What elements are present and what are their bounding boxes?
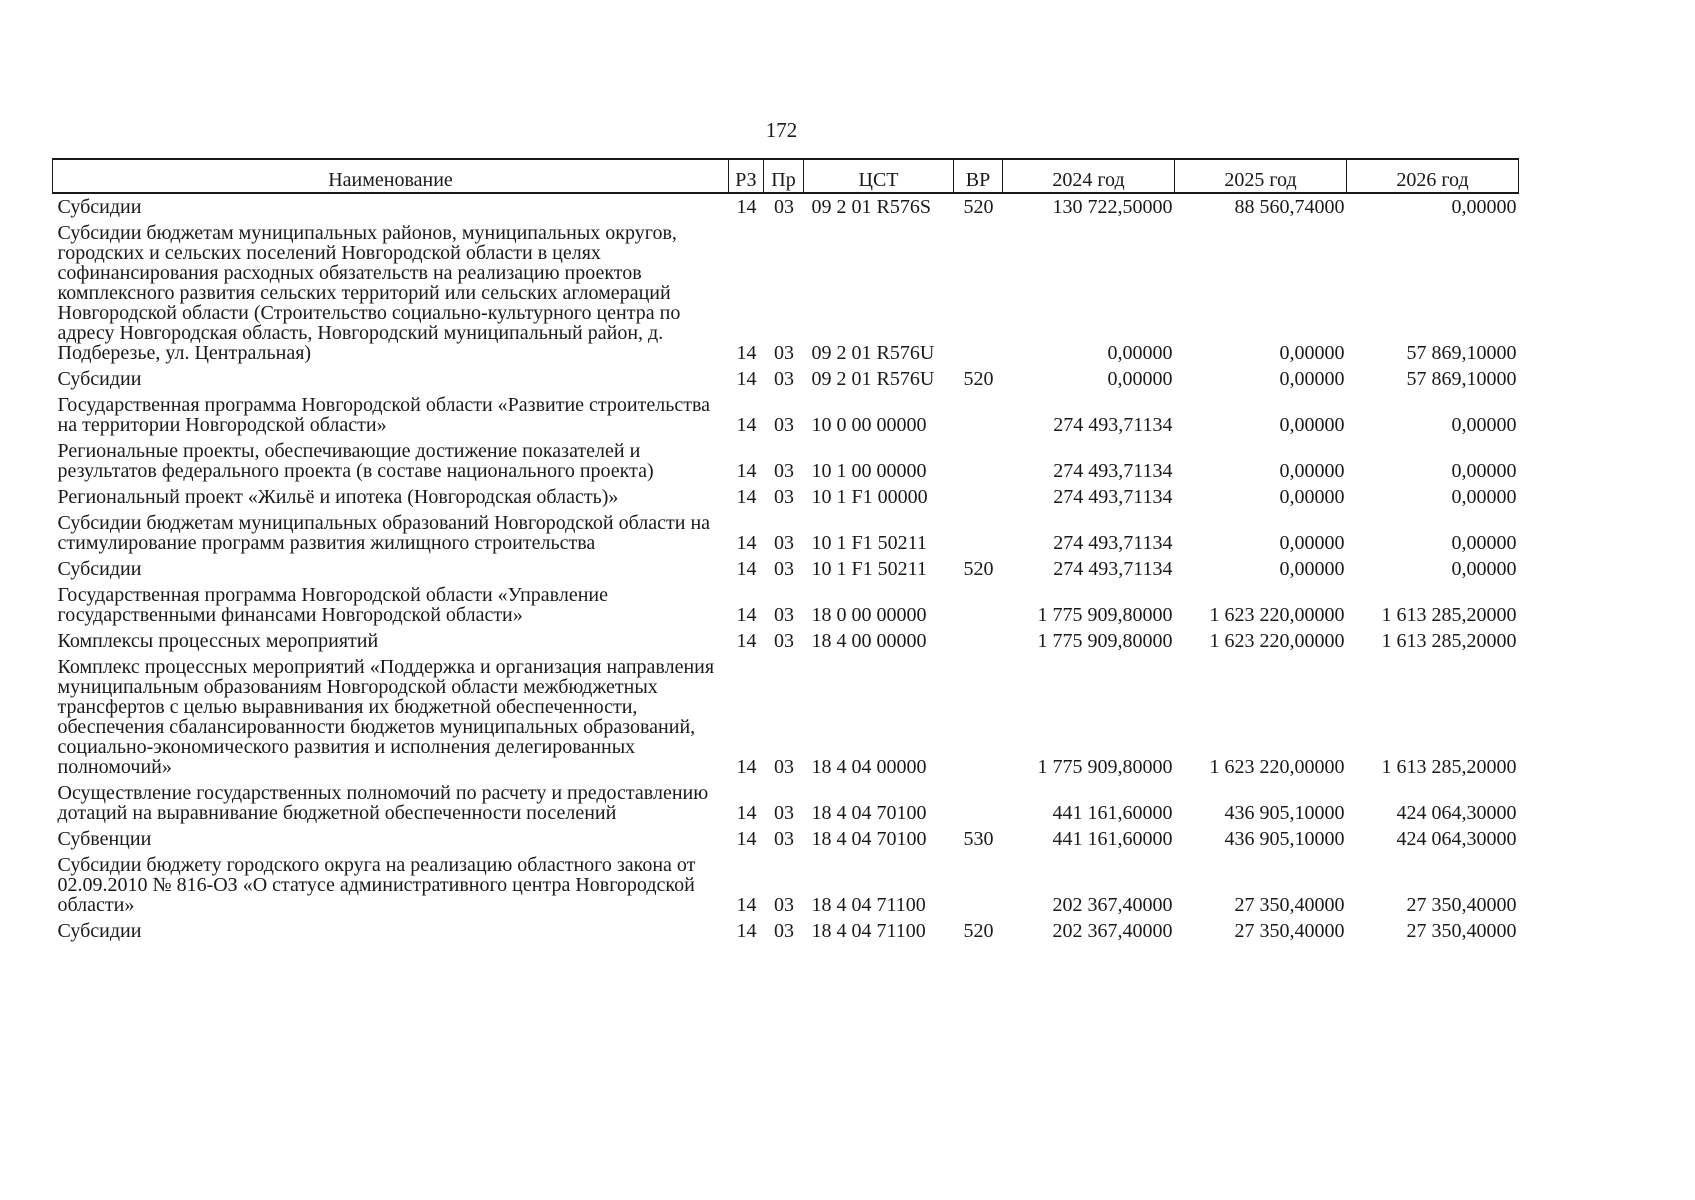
cell-2025: 0,00000 <box>1279 532 1345 554</box>
cell-name: Комплексы процессных мероприятий <box>57 630 379 652</box>
cell-rz: 14 <box>736 414 757 436</box>
cell-cst: 10 1 F1 50211 <box>811 532 927 554</box>
cell-vr: 530 <box>963 828 994 850</box>
cell-vr <box>954 582 1003 628</box>
cell-2025: 27 350,40000 <box>1234 894 1345 916</box>
cell-name: Субсидии <box>57 558 142 580</box>
cell-cst: 18 4 04 70100 <box>811 828 927 850</box>
cell-cst: 18 4 00 00000 <box>811 630 927 652</box>
cell-2026: 0,00000 <box>1451 532 1517 554</box>
cell-2026: 57 869,10000 <box>1406 342 1517 364</box>
cell-rz: 14 <box>736 368 757 390</box>
table-row <box>53 918 1519 944</box>
header-vr: ВР <box>954 159 1003 193</box>
cell-2024: 202 367,40000 <box>1052 920 1173 942</box>
cell-rz: 14 <box>736 802 757 824</box>
table-row <box>53 852 1519 918</box>
cell-vr <box>954 510 1003 556</box>
cell-vr <box>954 392 1003 438</box>
cell-rz: 14 <box>736 756 757 778</box>
cell-cst: 18 4 04 70100 <box>811 802 927 824</box>
table-row <box>53 654 1519 780</box>
cell-rz: 14 <box>736 342 757 364</box>
cell-2025: 88 560,74000 <box>1234 196 1345 218</box>
cell-name: Региональный проект «Жильё и ипотека (Новгородская область)» <box>57 486 619 508</box>
cell-2025: 27 350,40000 <box>1234 920 1345 942</box>
cell-cst: 10 1 00 00000 <box>811 460 927 482</box>
table-row <box>53 438 1519 484</box>
cell-pr: 03 <box>774 460 794 482</box>
cell-vr: 520 <box>963 558 994 580</box>
cell-2024: 202 367,40000 <box>1052 894 1173 916</box>
cell-2024: 0,00000 <box>1107 342 1173 364</box>
cell-vr: 520 <box>963 368 994 390</box>
table-row <box>53 582 1519 628</box>
cell-cst: 10 0 00 00000 <box>811 414 927 436</box>
cell-cst: 18 0 00 00000 <box>811 604 927 626</box>
cell-vr: 520 <box>963 196 994 218</box>
table-row <box>53 826 1519 852</box>
cell-2024: 0,00000 <box>1107 368 1173 390</box>
cell-pr: 03 <box>774 630 794 652</box>
cell-2024: 1 775 909,80000 <box>1037 630 1173 652</box>
cell-name: Субсидии бюджетам муниципальных образований Новгородской области на стимулирование программ развития жилищного строительства <box>57 512 711 554</box>
table-row <box>53 510 1519 556</box>
header-2026: 2026 год <box>1347 159 1519 193</box>
table-row <box>53 628 1519 654</box>
cell-cst: 18 4 04 71100 <box>811 894 926 916</box>
cell-2024: 274 493,71134 <box>1053 486 1173 508</box>
cell-2025: 0,00000 <box>1279 486 1345 508</box>
cell-2025: 0,00000 <box>1279 558 1345 580</box>
cell-2025: 0,00000 <box>1279 342 1345 364</box>
cell-pr: 03 <box>774 196 794 218</box>
cell-pr: 03 <box>774 368 794 390</box>
header-cst: ЦСТ <box>804 159 954 193</box>
header-row <box>53 159 1519 193</box>
cell-name: Субвенции <box>57 828 152 850</box>
cell-rz: 14 <box>736 894 757 916</box>
cell-rz: 14 <box>736 630 757 652</box>
header-pr: Пр <box>764 159 804 193</box>
cell-rz: 14 <box>736 196 757 218</box>
cell-vr: 520 <box>963 920 994 942</box>
cell-pr: 03 <box>774 604 794 626</box>
header-2025: 2025 год <box>1175 159 1347 193</box>
cell-2025: 1 623 220,00000 <box>1209 604 1345 626</box>
cell-2024: 1 775 909,80000 <box>1037 604 1173 626</box>
cell-rz: 14 <box>736 486 757 508</box>
cell-pr: 03 <box>774 802 794 824</box>
table-body <box>53 193 1519 944</box>
cell-2025: 436 905,10000 <box>1224 802 1345 824</box>
table-row <box>53 556 1519 582</box>
cell-rz: 14 <box>736 828 757 850</box>
cell-cst: 10 1 F1 50211 <box>811 558 927 580</box>
cell-vr <box>954 220 1003 366</box>
cell-vr <box>954 484 1003 510</box>
budget-table <box>52 158 1519 944</box>
cell-pr: 03 <box>774 532 794 554</box>
cell-cst: 18 4 04 00000 <box>811 756 927 778</box>
cell-2026: 1 613 285,20000 <box>1381 756 1517 778</box>
cell-name: Осуществление государственных полномочий по расчету и предоставлению дотаций на выравнивание бюджетной обеспеченности поселений <box>57 782 709 824</box>
cell-name: Субсидии бюджету городского округа на реализацию областного закона от 02.09.2010 № 816-ОЗ «О статусе административного центра Новгородской области» <box>57 854 696 916</box>
cell-2026: 0,00000 <box>1451 558 1517 580</box>
cell-rz: 14 <box>736 558 757 580</box>
cell-cst: 09 2 01 R576U <box>811 342 935 364</box>
cell-2025: 1 623 220,00000 <box>1209 756 1345 778</box>
cell-rz: 14 <box>736 604 757 626</box>
cell-rz: 14 <box>736 920 757 942</box>
cell-2024: 274 493,71134 <box>1053 532 1173 554</box>
cell-2024: 274 493,71134 <box>1053 414 1173 436</box>
cell-pr: 03 <box>774 894 794 916</box>
cell-name: Государственная программа Новгородской области «Управление государственными финансами Новгородской области» <box>57 584 608 626</box>
table-row <box>53 392 1519 438</box>
cell-pr: 03 <box>774 920 794 942</box>
table-row <box>53 366 1519 392</box>
cell-pr: 03 <box>774 828 794 850</box>
cell-pr: 03 <box>774 414 794 436</box>
cell-2026: 27 350,40000 <box>1406 894 1517 916</box>
cell-2025: 436 905,10000 <box>1224 828 1345 850</box>
page-number: 172 <box>765 118 798 142</box>
cell-name: Субсидии <box>57 368 142 390</box>
cell-cst: 18 4 04 71100 <box>811 920 926 942</box>
table-row <box>53 220 1519 366</box>
cell-2024: 130 722,50000 <box>1052 196 1173 218</box>
cell-2024: 274 493,71134 <box>1053 460 1173 482</box>
header-2024: 2024 год <box>1003 159 1175 193</box>
cell-2025: 1 623 220,00000 <box>1209 630 1345 652</box>
cell-2026: 0,00000 <box>1451 414 1517 436</box>
cell-vr <box>954 438 1003 484</box>
table-row <box>53 193 1519 220</box>
cell-pr: 03 <box>774 342 794 364</box>
budget-table-container <box>52 158 1518 944</box>
cell-name: Субсидии <box>57 196 142 218</box>
cell-rz: 14 <box>736 532 757 554</box>
cell-vr <box>954 654 1003 780</box>
cell-2026: 27 350,40000 <box>1406 920 1517 942</box>
cell-2024: 441 161,60000 <box>1052 828 1173 850</box>
cell-2026: 1 613 285,20000 <box>1381 630 1517 652</box>
cell-name: Государственная программа Новгородской области «Развитие строительства на территории Новгородской области» <box>57 394 710 436</box>
cell-name: Комплекс процессных мероприятий «Поддержка и организация направления муниципальным образованиям Новгородской области межбюджетных трансфертов с целью выравнивания их бюджетной обеспеченности, обеспечения сбалансированности бюджетов муниципальных образований, социально-экономического развития и исполнения делегированных полномочий» <box>57 656 715 778</box>
cell-2024: 274 493,71134 <box>1053 558 1173 580</box>
cell-2025: 0,00000 <box>1279 460 1345 482</box>
table-row <box>53 780 1519 826</box>
cell-cst: 10 1 F1 00000 <box>811 486 928 508</box>
cell-2025: 0,00000 <box>1279 368 1345 390</box>
cell-cst: 09 2 01 R576S <box>811 196 931 218</box>
cell-name: Субсидии бюджетам муниципальных районов, муниципальных округов, городских и сельских поселений Новгородской области в целях софинансирования расходных обязательств на реализацию проектов комплексного развития сельских территорий или сельских агломераций Новгородской области (Строительство социально-культурного центра по адресу Новгородская область, Новгородский муниципальный район, д. Подберезье, ул. Центральная) <box>57 222 681 364</box>
cell-vr <box>954 852 1003 918</box>
cell-2026: 0,00000 <box>1451 486 1517 508</box>
header-rz: РЗ <box>729 159 764 193</box>
cell-2026: 424 064,30000 <box>1396 828 1517 850</box>
cell-2024: 441 161,60000 <box>1052 802 1173 824</box>
table-row <box>53 484 1519 510</box>
cell-name: Региональные проекты, обеспечивающие достижение показателей и результатов федерального проекта (в составе национального проекта) <box>57 440 654 482</box>
cell-2026: 0,00000 <box>1451 460 1517 482</box>
cell-pr: 03 <box>774 486 794 508</box>
cell-2026: 424 064,30000 <box>1396 802 1517 824</box>
cell-2025: 0,00000 <box>1279 414 1345 436</box>
cell-2026: 1 613 285,20000 <box>1381 604 1517 626</box>
cell-name: Субсидии <box>57 920 142 942</box>
table-header <box>53 159 1519 193</box>
header-name: Наименование <box>53 159 729 193</box>
cell-rz: 14 <box>736 460 757 482</box>
cell-pr: 03 <box>774 756 794 778</box>
cell-2026: 57 869,10000 <box>1406 368 1517 390</box>
cell-vr <box>954 780 1003 826</box>
cell-2026: 0,00000 <box>1451 196 1517 218</box>
cell-pr: 03 <box>774 558 794 580</box>
cell-cst: 09 2 01 R576U <box>811 368 935 390</box>
cell-2024: 1 775 909,80000 <box>1037 756 1173 778</box>
cell-vr <box>954 628 1003 654</box>
